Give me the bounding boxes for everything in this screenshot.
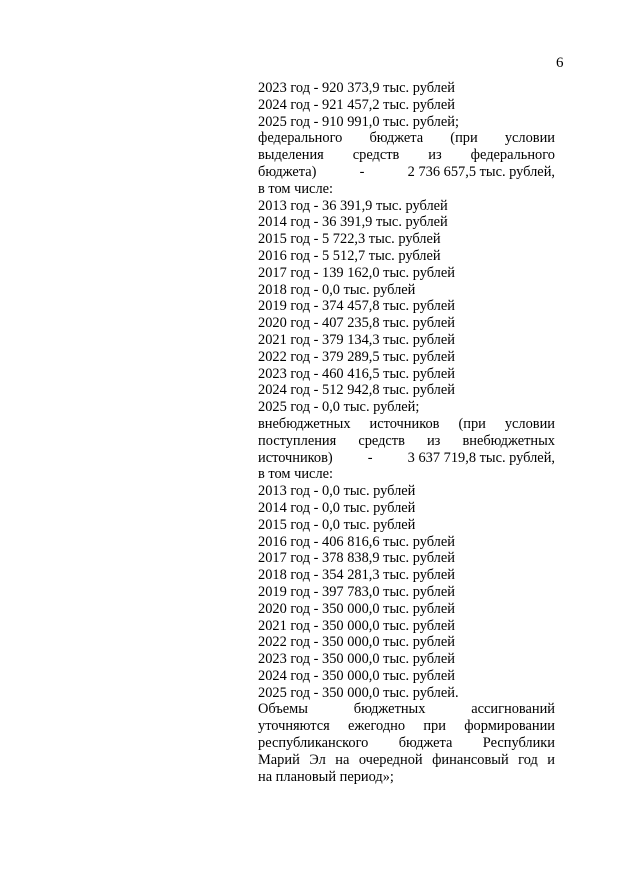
extrabudget-total-amount: 3 637 719,8 тыс. рублей, <box>407 449 555 466</box>
federal-paragraph-line: федерального бюджета (при условии <box>258 130 555 147</box>
federal-total-dash: - <box>359 163 365 180</box>
closing-paragraph-line: уточняются ежегодно при формировании <box>258 718 555 735</box>
year-line: 2018 год - 354 281,3 тыс. рублей <box>258 567 455 584</box>
year-line: 2023 год - 460 416,5 тыс. рублей <box>258 365 455 382</box>
year-line: 2024 год - 512 942,8 тыс. рублей <box>258 382 455 399</box>
year-line: 2014 год - 0,0 тыс. рублей <box>258 499 416 516</box>
funding-text-block <box>258 80 555 785</box>
year-line: 2015 год - 0,0 тыс. рублей <box>258 516 416 533</box>
page-number: 6 <box>556 55 564 71</box>
federal-total-label: бюджета) <box>258 163 317 180</box>
year-line: 2019 год - 397 783,0 тыс. рублей <box>258 583 455 600</box>
year-line: 2025 год - 350 000,0 тыс. рублей. <box>258 684 459 701</box>
extrabudget-total-label: источников) <box>258 449 333 466</box>
year-line: 2023 год - 350 000,0 тыс. рублей <box>258 651 455 668</box>
federal-years-list <box>258 198 555 416</box>
year-line: 2017 год - 139 162,0 тыс. рублей <box>258 264 455 281</box>
text-line: 2023 год - 920 373,9 тыс. рублей <box>258 80 455 96</box>
closing-paragraph-line: Объемы бюджетных ассигнований <box>258 701 555 718</box>
closing-paragraph-line: на плановый период»; <box>258 768 394 785</box>
extrabudget-total-dash: - <box>367 449 373 466</box>
year-line: 2020 год - 407 235,8 тыс. рублей <box>258 315 455 332</box>
year-line: 2020 год - 350 000,0 тыс. рублей <box>258 600 455 617</box>
year-line: 2013 год - 36 391,9 тыс. рублей <box>258 197 448 214</box>
year-line: 2019 год - 374 457,8 тыс. рублей <box>258 298 455 315</box>
year-line: 2017 год - 378 838,9 тыс. рублей <box>258 550 455 567</box>
year-line: 2015 год - 5 722,3 тыс. рублей <box>258 231 441 248</box>
extrabudget-total-line <box>258 450 555 467</box>
year-line: 2013 год - 0,0 тыс. рублей <box>258 483 416 500</box>
extrabudget-paragraph-line: поступления средств из внебюджетных <box>258 432 555 449</box>
year-line: 2022 год - 379 289,5 тыс. рублей <box>258 348 455 365</box>
text-line: 2025 год - 910 991,0 тыс. рублей; <box>258 113 459 130</box>
year-line: 2021 год - 350 000,0 тыс. рублей <box>258 617 455 634</box>
year-line: 2024 год - 350 000,0 тыс. рублей <box>258 667 455 684</box>
year-line: 2018 год - 0,0 тыс. рублей <box>258 281 416 298</box>
year-line: 2014 год - 36 391,9 тыс. рублей <box>258 214 448 231</box>
year-line: 2016 год - 5 512,7 тыс. рублей <box>258 247 441 264</box>
year-line: 2025 год - 0,0 тыс. рублей; <box>258 399 420 416</box>
closing-paragraph-line: республиканского бюджета Республики <box>258 735 555 752</box>
federal-total-line <box>258 164 555 181</box>
text-line: 2024 год - 921 457,2 тыс. рублей <box>258 96 455 113</box>
year-line: 2021 год - 379 134,3 тыс. рублей <box>258 331 455 348</box>
year-line: 2016 год - 406 816,6 тыс. рублей <box>258 533 455 550</box>
year-line: 2022 год - 350 000,0 тыс. рублей <box>258 634 455 651</box>
text-line: в том числе: <box>258 180 334 197</box>
extrabudget-years-list <box>258 483 555 701</box>
text-line: в том числе: <box>258 466 334 483</box>
extrabudget-paragraph-line: внебюджетных источников (при условии <box>258 415 555 432</box>
federal-paragraph-line: выделения средств из федерального <box>258 147 555 164</box>
federal-total-amount: 2 736 657,5 тыс. рублей, <box>407 163 555 180</box>
closing-paragraph-line: Марий Эл на очередной финансовый год и <box>258 751 555 768</box>
